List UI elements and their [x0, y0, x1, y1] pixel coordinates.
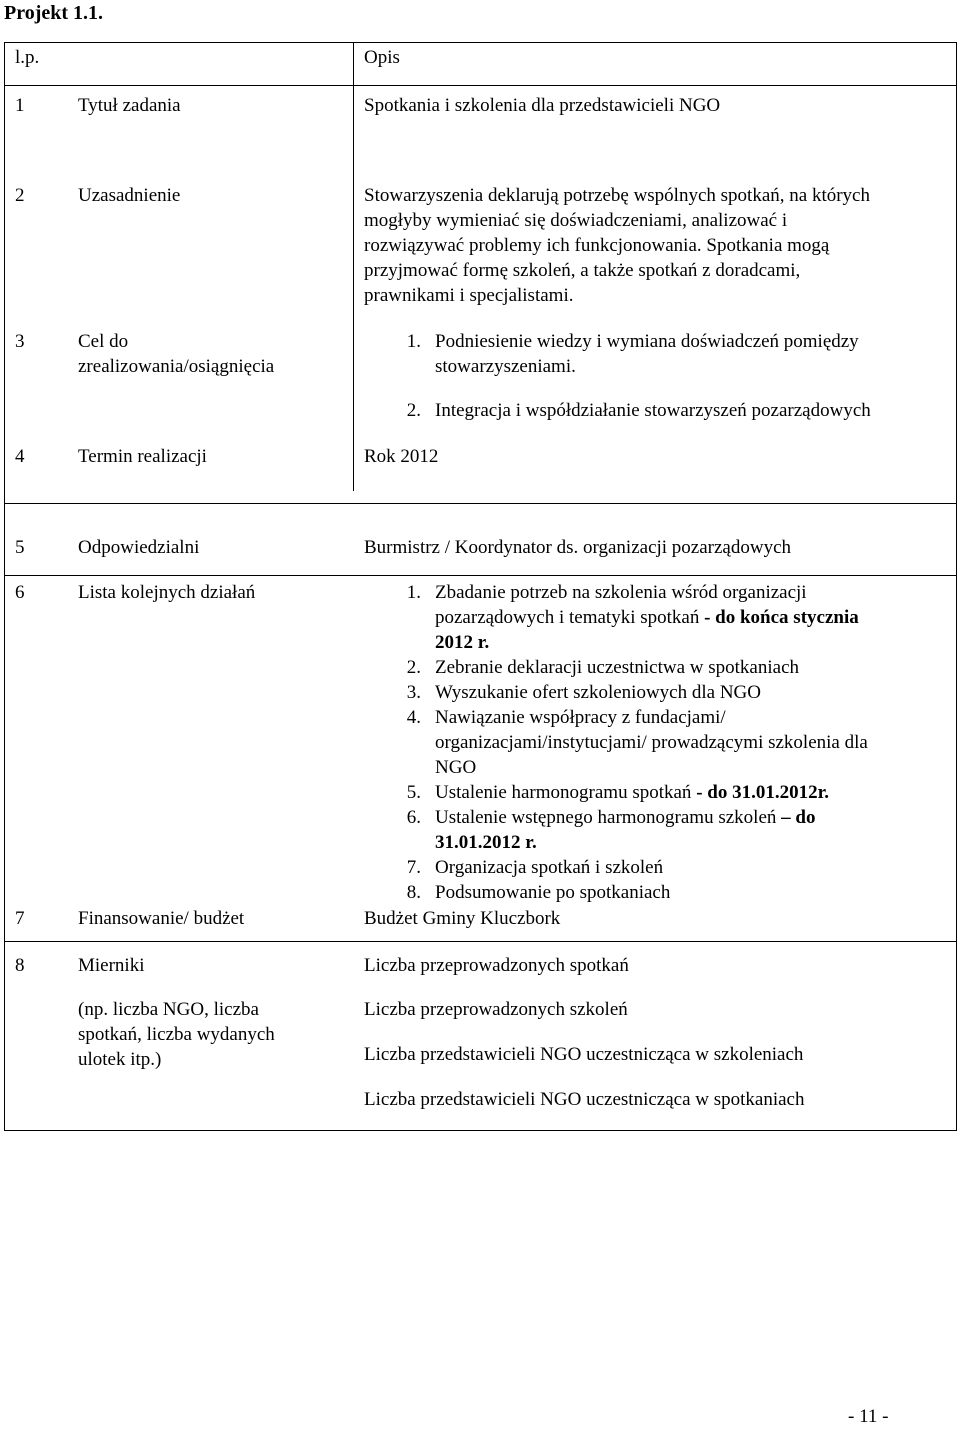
- row-number: 1: [15, 95, 25, 116]
- row-value-title: Spotkania i szkolenia dla przedstawicieli NGO: [364, 95, 721, 116]
- row-label-goal: Cel do: [78, 331, 129, 352]
- action-number: 8.: [406, 882, 421, 903]
- row-label-responsible: Odpowiedzialni: [78, 537, 200, 558]
- justification-line: mogłyby wymieniać się doświadczeniami, analizować i: [364, 210, 788, 231]
- row-number: 7: [15, 908, 25, 929]
- row-label-goal: zrealizowania/osiągnięcia: [78, 356, 275, 377]
- table-rule: [5, 85, 956, 86]
- measure-item: Liczba przedstawicieli NGO uczestnicząca w spotkaniach: [364, 1089, 805, 1110]
- row-value-responsible: Burmistrz / Koordynator ds. organizacji pozarządowych: [364, 537, 792, 558]
- justification-line: rozwiązywać problemy ich funkcjonowania. Spotkania mogą: [364, 235, 830, 256]
- column-divider: [353, 43, 354, 491]
- action-text: Podsumowanie po spotkaniach: [435, 882, 671, 903]
- row-label-financing: Finansowanie/ budżet: [78, 908, 245, 929]
- measures-note: spotkań, liczba wydanych: [78, 1024, 275, 1045]
- action-text-part: Ustalenie wstępnego harmonogramu szkoleń: [435, 807, 777, 828]
- table-rule: [5, 503, 956, 504]
- action-number: 3.: [406, 682, 421, 703]
- action-text: [435, 605, 859, 630]
- action-deadline: – do: [781, 807, 816, 828]
- row-number: 2: [15, 185, 25, 206]
- justification-line: prawnikami i specjalistami.: [364, 285, 574, 306]
- action-text: Zbadanie potrzeb na szkolenia wśród organizacji: [435, 582, 807, 603]
- justification-line: Stowarzyszenia deklarują potrzebę wspólnych spotkań, na których: [364, 185, 870, 206]
- page-number: - 11 -: [848, 1406, 889, 1427]
- action-number: 5.: [406, 782, 421, 803]
- action-text: NGO: [435, 757, 477, 778]
- project-table: [4, 42, 957, 1131]
- goal-number: 2.: [406, 400, 421, 421]
- row-label-title: Tytuł zadania: [78, 95, 181, 116]
- action-deadline: - do końca stycznia: [704, 607, 859, 628]
- row-number: 4: [15, 446, 25, 467]
- goal-text: Integracja i współdziałanie stowarzyszeń pozarządowych: [435, 400, 871, 421]
- action-text: [435, 805, 815, 830]
- row-label-deadline: Termin realizacji: [78, 446, 207, 467]
- row-number: 5: [15, 537, 25, 558]
- measure-item: Liczba przedstawicieli NGO uczestnicząca w szkoleniach: [364, 1044, 804, 1065]
- row-value-financing: Budżet Gminy Kluczbork: [364, 908, 561, 929]
- justification-line: przyjmować formę szkoleń, a także spotkań z doradcami,: [364, 260, 801, 281]
- action-number: 4.: [406, 707, 421, 728]
- action-deadline: 31.01.2012 r.: [435, 832, 537, 853]
- measure-item: Liczba przeprowadzonych szkoleń: [364, 999, 628, 1020]
- row-number: 6: [15, 582, 25, 603]
- table-rule: [5, 941, 956, 942]
- action-text-part: Ustalenie harmonogramu spotkań: [435, 782, 692, 803]
- action-text: Nawiązanie współpracy z fundacjami/: [435, 707, 726, 728]
- goal-text: stowarzyszeniami.: [435, 356, 576, 377]
- action-number: 2.: [406, 657, 421, 678]
- header-lp: l.p.: [15, 47, 40, 68]
- measures-note: (np. liczba NGO, liczba: [78, 999, 259, 1020]
- row-label-measures: Mierniki: [78, 955, 145, 976]
- row-number: 8: [15, 955, 25, 976]
- measure-item: Liczba przeprowadzonych spotkań: [364, 955, 629, 976]
- row-number: 3: [15, 331, 25, 352]
- row-value-deadline: Rok 2012: [364, 446, 439, 467]
- action-text: organizacjami/instytucjami/ prowadzącymi szkolenia dla: [435, 732, 868, 753]
- action-text-part: pozarządowych i tematyki spotkań: [435, 607, 700, 628]
- goal-text: Podniesienie wiedzy i wymiana doświadczeń pomiędzy: [435, 331, 859, 352]
- action-number: 1.: [406, 582, 421, 603]
- header-opis: Opis: [364, 47, 400, 68]
- action-deadline: - do 31.01.2012r.: [696, 782, 830, 803]
- row-label-actions: Lista kolejnych działań: [78, 582, 256, 603]
- goal-number: 1.: [406, 331, 421, 352]
- action-deadline: 2012 r.: [435, 632, 490, 653]
- measures-note: ulotek itp.): [78, 1049, 162, 1070]
- action-number: 7.: [406, 857, 421, 878]
- action-text: Organizacja spotkań i szkoleń: [435, 857, 664, 878]
- action-text: Wyszukanie ofert szkoleniowych dla NGO: [435, 682, 761, 703]
- page-title: Projekt 1.1.: [4, 2, 104, 24]
- action-number: 6.: [406, 807, 421, 828]
- table-rule: [5, 575, 956, 576]
- action-text: [435, 780, 829, 805]
- row-label-justification: Uzasadnienie: [78, 185, 181, 206]
- action-text: Zebranie deklaracji uczestnictwa w spotkaniach: [435, 657, 799, 678]
